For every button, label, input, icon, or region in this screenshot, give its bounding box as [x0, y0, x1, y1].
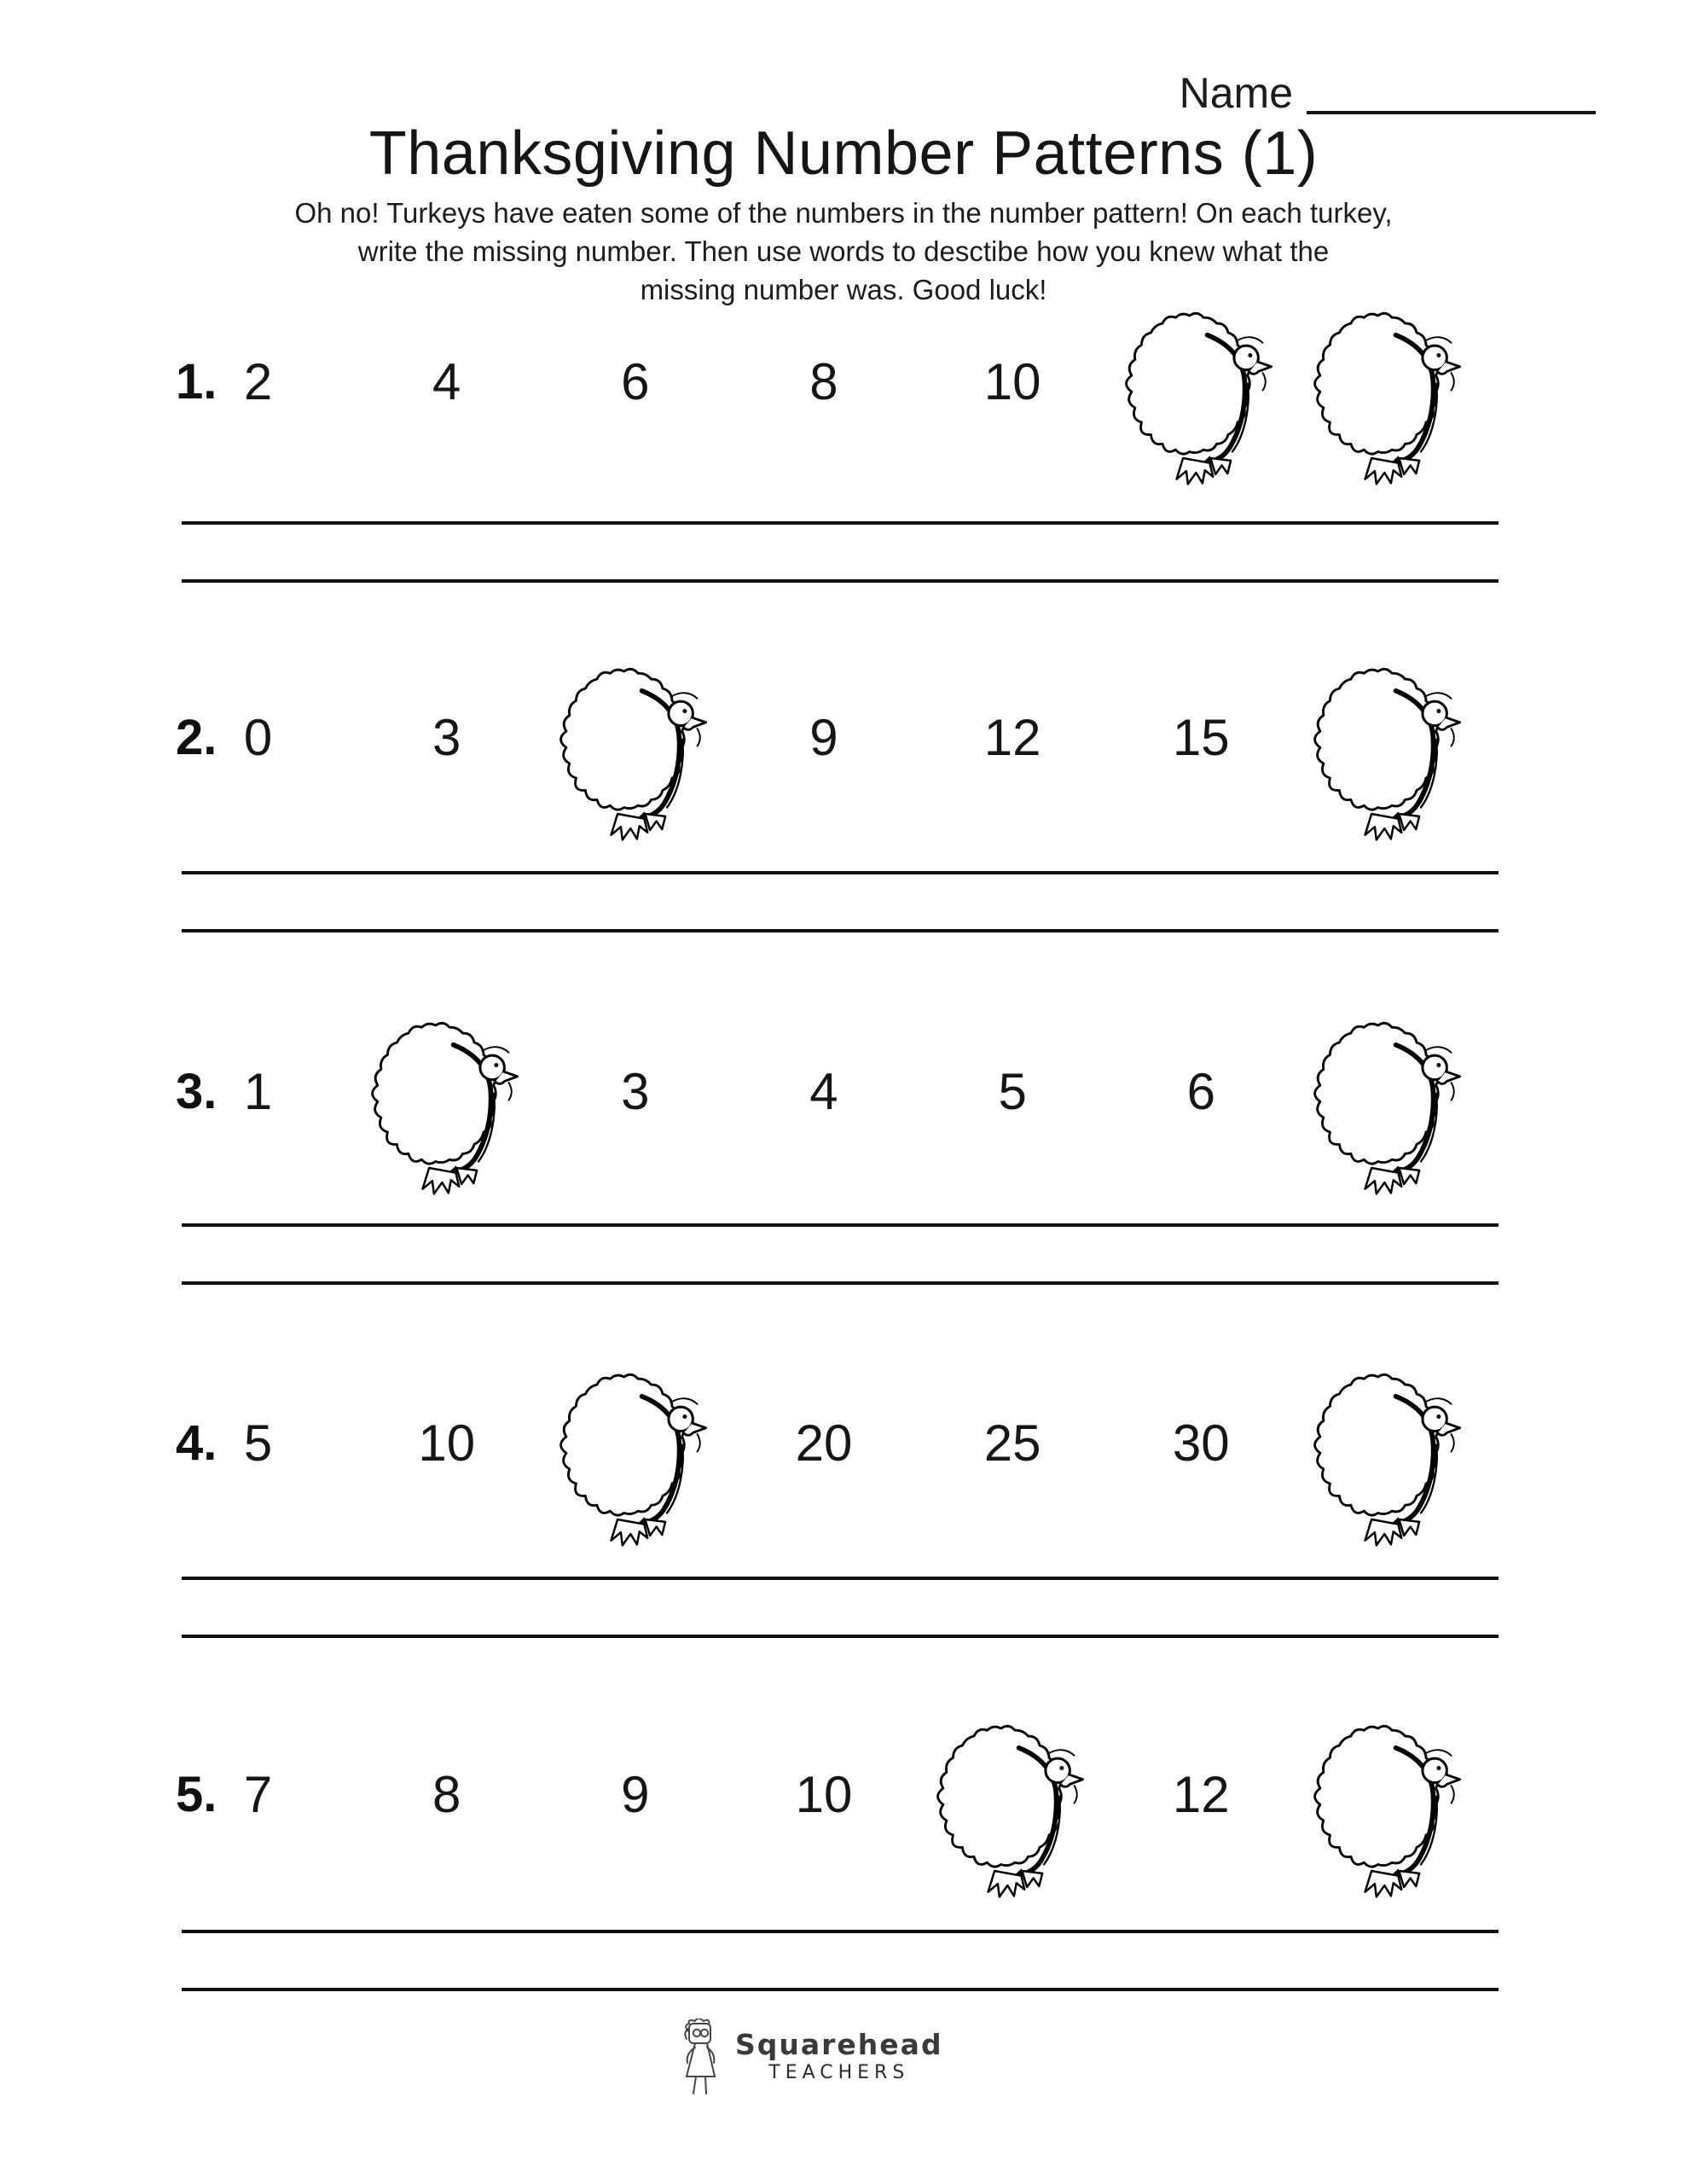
answer-line[interactable]: [182, 579, 1499, 583]
sequence-slot: [1296, 636, 1484, 840]
sequence-number: 12: [983, 709, 1041, 766]
sequence-slot: [1107, 636, 1296, 840]
turkey-icon[interactable]: [1308, 655, 1470, 845]
answer-line[interactable]: [182, 1930, 1499, 1933]
sequence-number: 3: [621, 1063, 650, 1120]
sequence-slot: [352, 1693, 541, 1897]
turkey-icon[interactable]: [554, 1361, 716, 1551]
turkey-icon[interactable]: [554, 655, 716, 845]
problem-row-5: [164, 1693, 1484, 1897]
sequence-number: 7: [243, 1766, 273, 1823]
brand-name: Squarehead: [735, 2028, 943, 2061]
sequence-number: 6: [621, 353, 650, 410]
sequence-slot: [541, 636, 729, 840]
sequence-number: 8: [432, 1766, 461, 1823]
sequence-number: 3: [432, 709, 461, 766]
sequence-number: 30: [1172, 1414, 1230, 1472]
page-title: Thanksgiving Number Patterns (1): [368, 119, 1319, 188]
sequence-number: 10: [795, 1766, 853, 1823]
problem-number: 5.: [176, 1767, 217, 1822]
sequence-number: 9: [809, 709, 838, 766]
problem-row-2: [164, 636, 1484, 840]
sequence-slot: [1296, 1341, 1484, 1546]
name-label: Name: [1179, 69, 1293, 117]
answer-line[interactable]: [182, 521, 1499, 525]
turkey-icon[interactable]: [1308, 1009, 1470, 1199]
answer-line[interactable]: [182, 1223, 1499, 1227]
sequence-slot: [352, 280, 541, 485]
sequence-slot: [729, 636, 918, 840]
instructions-line: write the missing number. Then use words to desctibe how you knew what the: [357, 235, 1330, 267]
problem-number: 1.: [176, 354, 217, 410]
problem-row-1: [164, 280, 1484, 485]
sequence-number: 10: [418, 1414, 476, 1472]
sequence-slot: [729, 1341, 918, 1546]
sequence-slot: [541, 1341, 729, 1546]
sequence-slot: [1296, 280, 1484, 485]
sequence-number: 10: [983, 353, 1041, 410]
sequence-slot: [919, 280, 1107, 485]
name-input-line[interactable]: [1307, 72, 1596, 114]
answer-line[interactable]: [182, 1281, 1499, 1285]
sequence-slot: [541, 280, 729, 485]
answer-line[interactable]: [182, 1577, 1499, 1580]
answer-line[interactable]: [182, 1635, 1499, 1638]
sequence-slot: [919, 636, 1107, 840]
turkey-icon[interactable]: [931, 1712, 1093, 1902]
problem-number: 4.: [176, 1415, 217, 1471]
sequence-number: 15: [1172, 709, 1230, 766]
name-field: [1179, 69, 1596, 117]
brand-text: [735, 2030, 943, 2082]
sequence-slot: [729, 280, 918, 485]
sequence-slot: [919, 990, 1107, 1194]
sequence-slot: [1296, 1693, 1484, 1897]
turkey-icon[interactable]: [1308, 1361, 1470, 1551]
answer-line[interactable]: [182, 929, 1499, 932]
sequence-slot: [919, 1693, 1107, 1897]
problem-number: 3.: [176, 1064, 217, 1119]
answer-line[interactable]: [182, 871, 1499, 874]
turkey-icon[interactable]: [1120, 299, 1282, 490]
sequence-slot: [729, 990, 918, 1194]
answer-line[interactable]: [182, 1988, 1499, 1991]
sequence-number: 12: [1172, 1766, 1230, 1823]
squarehead-teachers-logo: [675, 2018, 943, 2099]
turkey-icon[interactable]: [366, 1009, 528, 1199]
problem-row-3: [164, 990, 1484, 1194]
turkey-icon[interactable]: [1308, 299, 1470, 490]
sequence-number: 1: [243, 1063, 273, 1120]
sequence-slot: [1107, 1341, 1296, 1546]
sequence-slot: [541, 1693, 729, 1897]
sequence-number: 8: [809, 353, 838, 410]
sequence-slot: [1107, 990, 1296, 1194]
sequence-slot: [919, 1341, 1107, 1546]
sequence-slot: [1107, 1693, 1296, 1897]
sequence-number: 5: [998, 1063, 1027, 1120]
sequence-slot: [352, 636, 541, 840]
problem-row-4: [164, 1341, 1484, 1546]
teacher-figure-icon: [675, 2018, 728, 2099]
sequence-number: 4: [809, 1063, 838, 1120]
sequence-number: 6: [1186, 1063, 1215, 1120]
sequence-number: 4: [432, 353, 461, 410]
sequence-number: 5: [243, 1414, 273, 1472]
sequence-slot: [729, 1693, 918, 1897]
instructions-line: missing number was. Good luck!: [640, 274, 1047, 305]
instructions-line: Oh no! Turkeys have eaten some of the numbers in the number pattern! On each turkey,: [294, 197, 1393, 229]
sequence-number: 9: [621, 1766, 650, 1823]
sequence-number: 2: [243, 353, 273, 410]
turkey-icon[interactable]: [1308, 1712, 1470, 1902]
sequence-number: 25: [983, 1414, 1041, 1472]
sequence-slot: [1296, 990, 1484, 1194]
sequence-number: 0: [243, 709, 273, 766]
sequence-slot: [1107, 280, 1296, 485]
sequence-slot: [541, 990, 729, 1194]
sequence-slot: [352, 990, 541, 1194]
sequence-number: 20: [795, 1414, 853, 1472]
problem-number: 2.: [176, 710, 217, 765]
brand-subtitle: TEACHERS: [768, 2062, 910, 2083]
sequence-slot: [352, 1341, 541, 1546]
